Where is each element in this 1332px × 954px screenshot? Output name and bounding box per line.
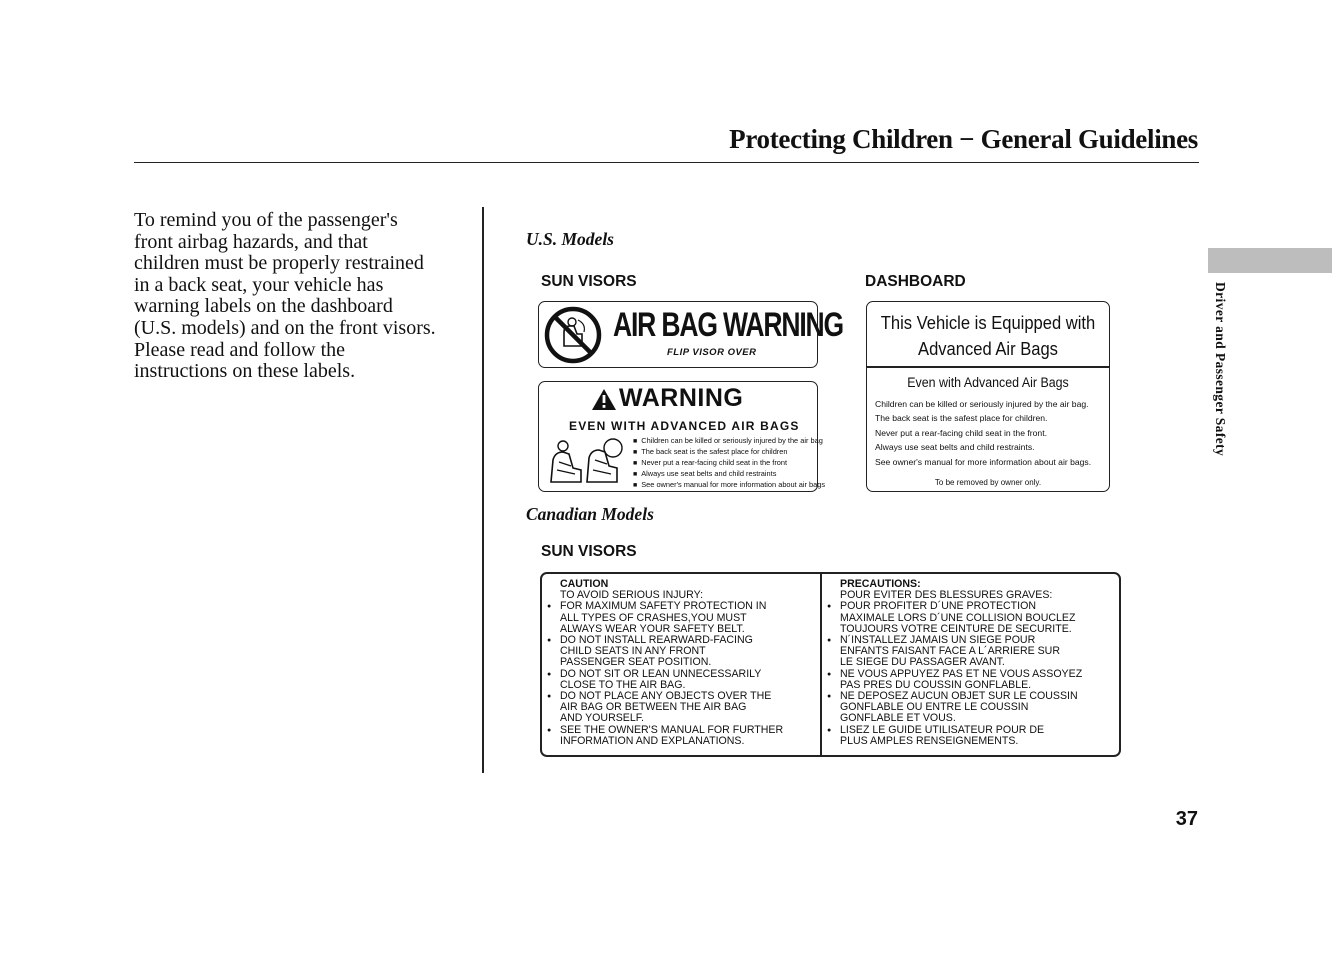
warning-list (633, 436, 825, 491)
item-line: ● LISEZ LE GUIDE UTILISATEUR POUR DE (840, 723, 1045, 736)
item-line: GONFLABLE ET VOUS. (840, 712, 956, 725)
item-line: AIR BAG OR BETWEEN THE AIR BAG (560, 701, 747, 714)
list-item (822, 691, 1121, 725)
item-line: GONFLABLE OU ENTRE LE COUSSIN (840, 701, 1029, 714)
airbag-warning-label (538, 301, 843, 368)
item-line: ● DO NOT PLACE ANY OBJECTS OVER THE (560, 690, 772, 703)
list-item: ■ See owner's manual for more information about air bags (633, 480, 825, 491)
dashboard-label (866, 301, 1110, 492)
body-line: instructions on these labels. (134, 360, 356, 383)
child-seat-airbag-icon (547, 436, 629, 486)
item-line: CHILD SEATS IN ANY FRONT (560, 645, 706, 658)
dashboard-heading-line: Advanced Air Bags (918, 339, 1058, 359)
body-line: Please read and follow the (134, 338, 346, 361)
item-line: ● SEE THE OWNER'S MANUAL FOR FURTHER (560, 723, 784, 736)
no-child-seat-icon (544, 306, 602, 364)
caution-heading: CAUTION (560, 578, 609, 590)
body-line: children must be properly restrained (134, 252, 424, 275)
warning-subheading: EVEN WITH ADVANCED AIR BAGS (569, 419, 800, 433)
item-line: INFORMATION AND EXPLANATIONS. (560, 734, 745, 747)
page-title: Protecting Children − General Guidelines (729, 124, 1198, 154)
item-line: MAXIMALE LORS D´UNE COLLISION BOUCLEZ (840, 611, 1076, 624)
caution-french (822, 579, 1121, 747)
body-line: warning labels on the dashboard (134, 295, 393, 318)
list-item: ■ The back seat is the safest place for children (633, 447, 825, 458)
section-tab-label: Driver and Passenger Safety (1213, 282, 1228, 457)
us-models-heading: U.S. Models (526, 229, 614, 249)
item-line: PAS PRES DU COUSSIN GONFLABLE. (840, 678, 1032, 691)
list-item (542, 635, 820, 669)
item-line: ALL TYPES OF CRASHES,YOU MUST (560, 611, 747, 624)
us-sun-visors-label: SUN VISORS (541, 273, 637, 290)
list-item: The back seat is the safest place for children. (875, 413, 1048, 424)
item-line: PLUS AMPLES RENSEIGNEMENTS. (840, 734, 1019, 747)
list-item (542, 601, 820, 635)
list-item (542, 669, 820, 691)
list-item (542, 725, 820, 747)
caution-english (542, 579, 820, 747)
airbag-warning-title: AIR BAG WARNING (613, 306, 843, 344)
body-text (134, 210, 474, 383)
body-line: To remind you of the passenger's (134, 209, 398, 231)
precautions-lead: POUR EVITER DES BLESSURES GRAVES: (840, 589, 1053, 602)
body-line: in a back seat, your vehicle has (134, 273, 384, 296)
list-item: See owner's manual for more information about air bags. (875, 456, 1092, 467)
item-line: AND YOURSELF. (560, 712, 644, 725)
item-line: ● NE DEPOSEZ AUCUN OBJET SUR LE COUSSIN (840, 690, 1078, 703)
list-item: Always use seat belts and child restraints. (875, 442, 1035, 453)
list-item (822, 669, 1121, 691)
column-divider (482, 207, 484, 773)
body-line: (U.S. models) and on the front visors. (134, 316, 436, 339)
title-rule (134, 162, 1199, 163)
dashboard-divider (867, 366, 1109, 368)
dashboard-heading (877, 310, 1100, 362)
item-line: PASSENGER SEAT POSITION. (560, 656, 712, 669)
item-line: ● NE VOUS APPUYEZ PAS ET NE VOUS ASSOYEZ (840, 667, 1083, 680)
dashboard-footer: To be removed by owner only. (934, 478, 1042, 487)
item-line: ENFANTS FAISANT FACE A L´ARRIERE SUR (840, 645, 1060, 658)
list-item: ■ Always use seat belts and child restraints (633, 469, 825, 480)
warning-heading: WARNING (619, 384, 744, 412)
list-item (822, 635, 1121, 669)
body-line: front airbag hazards, and that (134, 230, 368, 253)
item-line: CLOSE TO THE AIR BAG. (560, 678, 686, 691)
airbag-warning-subtitle: FLIP VISOR OVER (667, 347, 757, 358)
item-line: ● DO NOT SIT OR LEAN UNNECESSARILY (560, 667, 762, 680)
warning-label (538, 381, 826, 492)
item-line: ● FOR MAXIMUM SAFETY PROTECTION IN (560, 600, 767, 613)
warning-triangle-icon (591, 388, 617, 411)
item-line: ● POUR PROFITER D´UNE PROTECTION (840, 600, 1036, 613)
section-tab (1208, 248, 1332, 273)
list-item (542, 691, 820, 725)
dashboard-subheading: Even with Advanced Air Bags (907, 375, 1069, 390)
list-item: ■ Children can be killed or seriously injured by the air bag (633, 436, 825, 447)
canadian-models-heading: Canadian Models (526, 504, 654, 524)
canadian-sun-visors-label: SUN VISORS (541, 543, 637, 560)
list-item (822, 725, 1121, 747)
item-line: TOUJOURS VOTRE CEINTURE DE SECURITE. (840, 622, 1072, 635)
list-item: Never put a rear-facing child seat in the front. (875, 427, 1047, 438)
precautions-heading: PRECAUTIONS: (840, 578, 921, 590)
list-item (822, 601, 1121, 635)
page-number: 37 (1175, 808, 1198, 830)
list-item: Children can be killed or seriously injured by the air bag. (875, 399, 1089, 409)
item-line: ● DO NOT INSTALL REARWARD-FACING (560, 634, 753, 647)
canadian-caution-label (540, 572, 1121, 757)
item-line: ALWAYS WEAR YOUR SAFETY BELT. (560, 622, 745, 635)
list-item: ■ Never put a rear-facing child seat in the front (633, 458, 825, 469)
item-line: LE SIEGE DU PASSAGER AVANT. (840, 656, 1005, 669)
dashboard-heading-line: This Vehicle is Equipped with (880, 313, 1096, 333)
caution-lead: TO AVOID SERIOUS INJURY: (560, 589, 704, 602)
item-line: ● N´INSTALLEZ JAMAIS UN SIEGE POUR (840, 634, 1036, 647)
dashboard-list (875, 397, 1091, 469)
us-dashboard-label: DASHBOARD (865, 273, 966, 290)
